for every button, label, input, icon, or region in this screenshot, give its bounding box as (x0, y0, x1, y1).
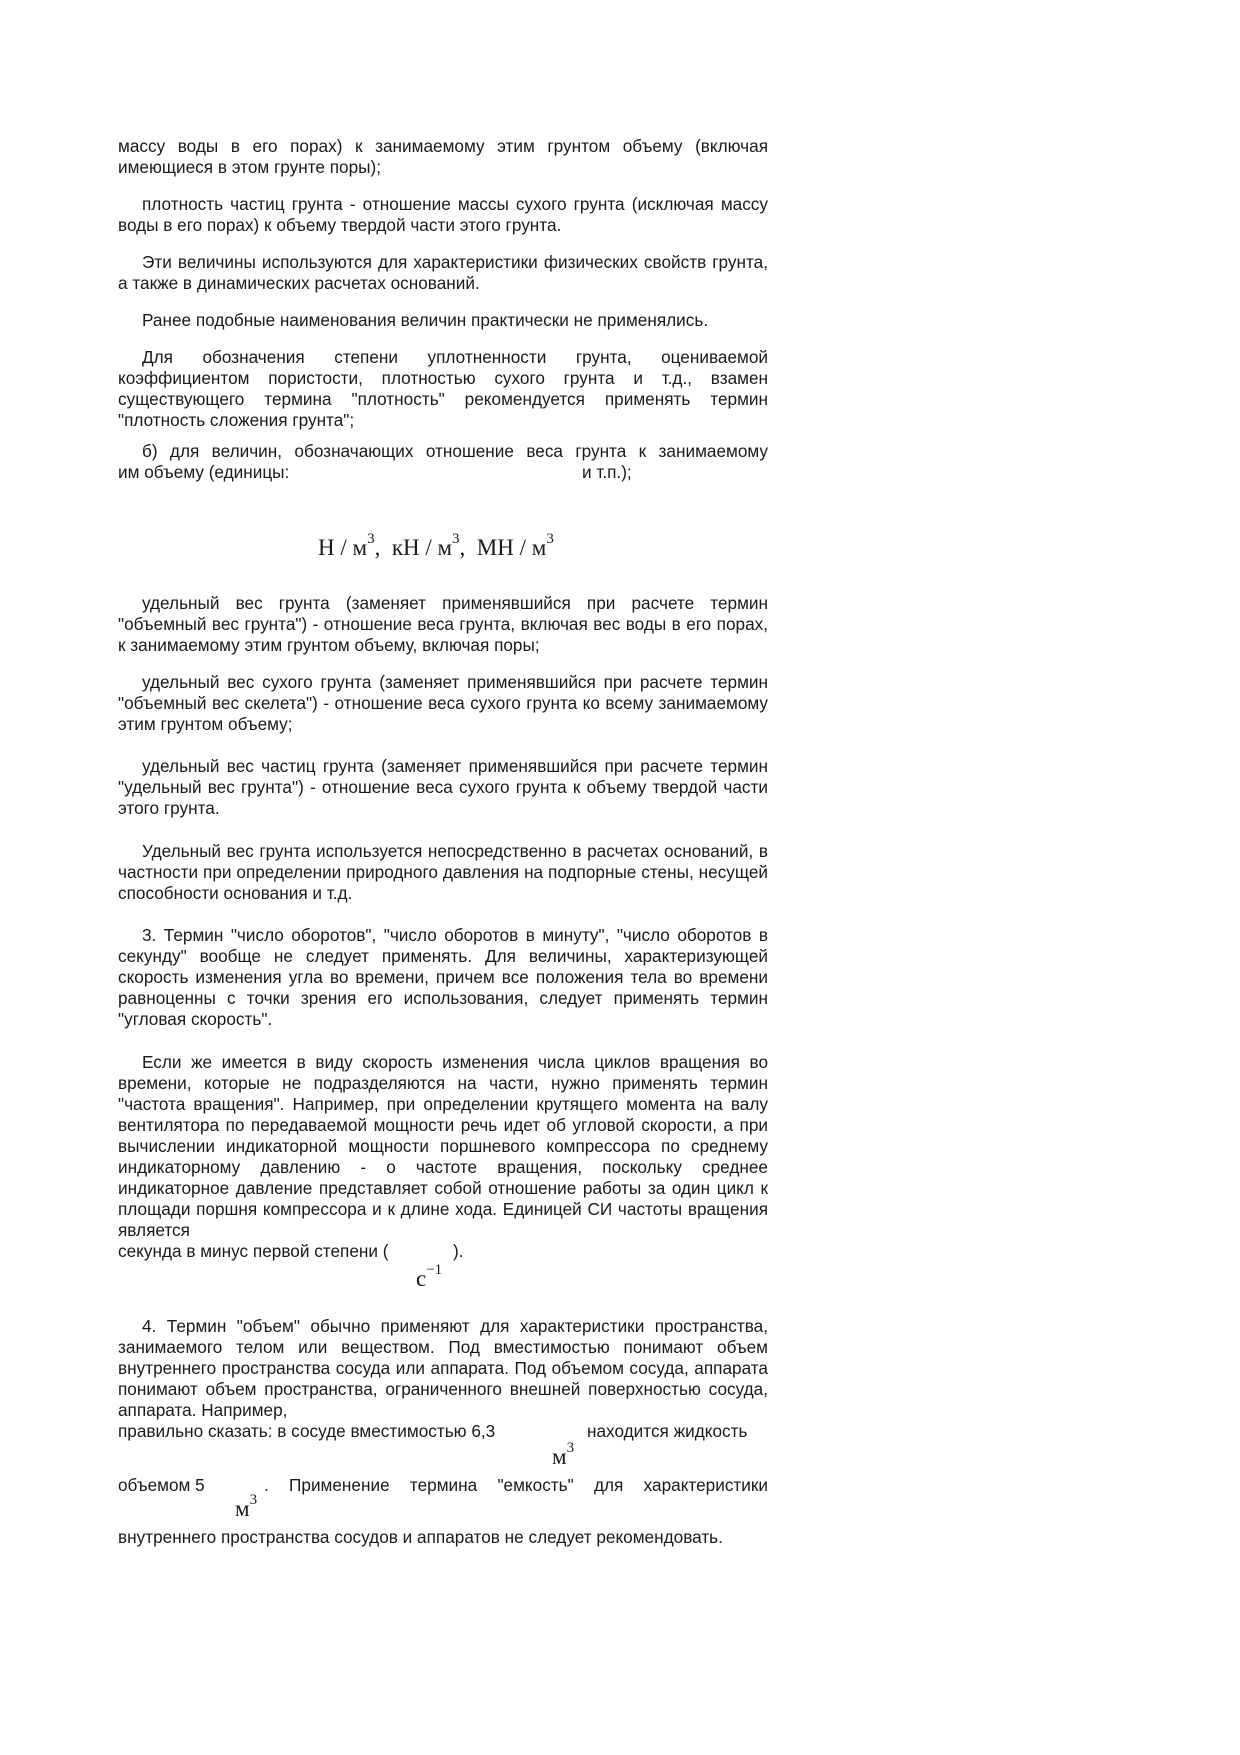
formula-unit-mn: МН / м (476, 535, 547, 560)
paragraph-rotation-last-end: ). (453, 1241, 464, 1261)
paragraph-unit-weight-usage: Удельный вес грунта используется непосредственно в расчетах оснований, в частности при определении природного давления на подпорные стены, несущей способности основания и т.д. (118, 841, 768, 903)
formula-m3-exp: 3 (249, 1492, 258, 1509)
paragraph-b-line2-start: им объему (единицы: (118, 462, 290, 482)
paragraph-revolutions: 3. Термин "число оборотов", "число оборотов в минуту", "число оборотов в секунду" вообще не следует применять. Для величины, характеризующей скорость изменения угла во времени, причем все положения тела во времени равноценны с точки зрения его использования, следует применять термин "угловая скорость". (118, 925, 768, 1029)
paragraph-rotation-frequency: Если же имеется в виду скорость изменения числа циклов вращения во времени, которые не подразделяются на части, нужно применять термин "частота вращения". Например, при определении крутящего момента на валу вентилятора по передаваемой мощности речь идет об угловой скорости, а при вычислении индикаторной мощности поршневого компрессора по среднему индикаторному давлению - о частоте вращения, поскольку среднее индикаторное давление представляет собой отношение работы за один цикл к площади поршня компрессора и к длине хода. Единицей СИ частоты вращения является (118, 1052, 768, 1240)
formula-separator: , (374, 535, 381, 560)
paragraph-unit-weight: удельный вес грунта (заменяет применявшийся при расчете термин "объемный вес грунта") - отношение веса грунта, включая вес воды в его порах, к занимаемому этим грунтом объему, включая поры; (118, 593, 768, 655)
formula-cubic-meter-1 (552, 1440, 575, 1470)
formula-sec-exp: −1 (426, 1262, 443, 1279)
formula-sec-base: с (416, 1266, 427, 1291)
formula-m3-exp: 3 (566, 1440, 575, 1457)
paragraph-volume-line-b (118, 1475, 768, 1496)
paragraph-volume-line-b-start: объемом 5 (118, 1475, 205, 1495)
formula-m3-base: м (552, 1444, 567, 1469)
paragraph-volume-line-a (118, 1421, 768, 1442)
formula-exp: 3 (546, 531, 554, 548)
formula-unit-kn: кН / м (391, 535, 453, 560)
formula-units (318, 531, 554, 561)
paragraph-volume-line-b-end: . Применение термина "емкость" для характеристики (264, 1475, 768, 1495)
formula-cubic-meter-2 (235, 1492, 258, 1522)
paragraph-volume-line-a-start: правильно сказать: в сосуде вместимостью 6,3 (118, 1421, 496, 1441)
paragraph-b-line1: б) для величин, обозначающих отношение веса грунта к занимаемому (142, 441, 768, 461)
paragraph-previous-names: Ранее подобные наименования величин практически не применялись. (142, 310, 709, 330)
formula-m3-base: м (235, 1496, 250, 1521)
paragraph-p1: массу воды в его порах) к занимаемому этим грунтом объему (включая имеющиеся в этом грунте поры); (118, 136, 768, 177)
paragraph-dry-unit-weight: удельный вес сухого грунта (заменяет применявшийся при расчете термин "объемный вес скелета") - отношение веса сухого грунта ко всему занимаемому этим грунтом объему; (118, 672, 768, 734)
formula-inverse-second (416, 1262, 443, 1292)
paragraph-rotation-last-line (118, 1241, 768, 1262)
formula-exp: 3 (367, 531, 375, 548)
formula-exp: 3 (452, 531, 460, 548)
formula-separator: , (459, 535, 466, 560)
paragraph-volume-tail: внутреннего пространства сосудов и аппаратов не следует рекомендовать. (118, 1527, 723, 1547)
paragraph-volume-line-a-end: находится жидкость (587, 1421, 748, 1441)
paragraph-b-line2-end: и т.п.); (582, 462, 632, 482)
paragraph-usage: Эти величины используются для характеристики физических свойств грунта, а также в динамических расчетах оснований. (118, 252, 768, 293)
paragraph-particle-density: плотность частиц грунта - отношение массы сухого грунта (исключая массу воды в его порах) к объему твердой части этого грунта. (118, 194, 768, 235)
paragraph-particle-unit-weight: удельный вес частиц грунта (заменяет применявшийся при расчете термин "удельный вес грунта") - отношение веса сухого грунта к объему твердой части этого грунта. (118, 756, 768, 818)
paragraph-compaction: Для обозначения степени уплотненности грунта, оцениваемой коэффициентом пористости, плотностью сухого грунта и т.д., взамен существующего термина "плотность" рекомендуется применять термин "плотность сложения грунта"; (118, 347, 768, 430)
paragraph-b-line2 (118, 462, 768, 483)
paragraph-volume: 4. Термин "объем" обычно применяют для характеристики пространства, занимаемого телом или веществом. Под вместимостью понимают объем внутреннего пространства сосуда или аппарата. Под объемом сосуда, аппарата понимают объем пространства, ограниченного внешней поверхностью сосуда, аппарата. Например, (118, 1316, 768, 1420)
paragraph-rotation-last-start: секунда в минус первой степени ( (118, 1241, 389, 1261)
formula-unit-n: Н / м (318, 535, 368, 560)
